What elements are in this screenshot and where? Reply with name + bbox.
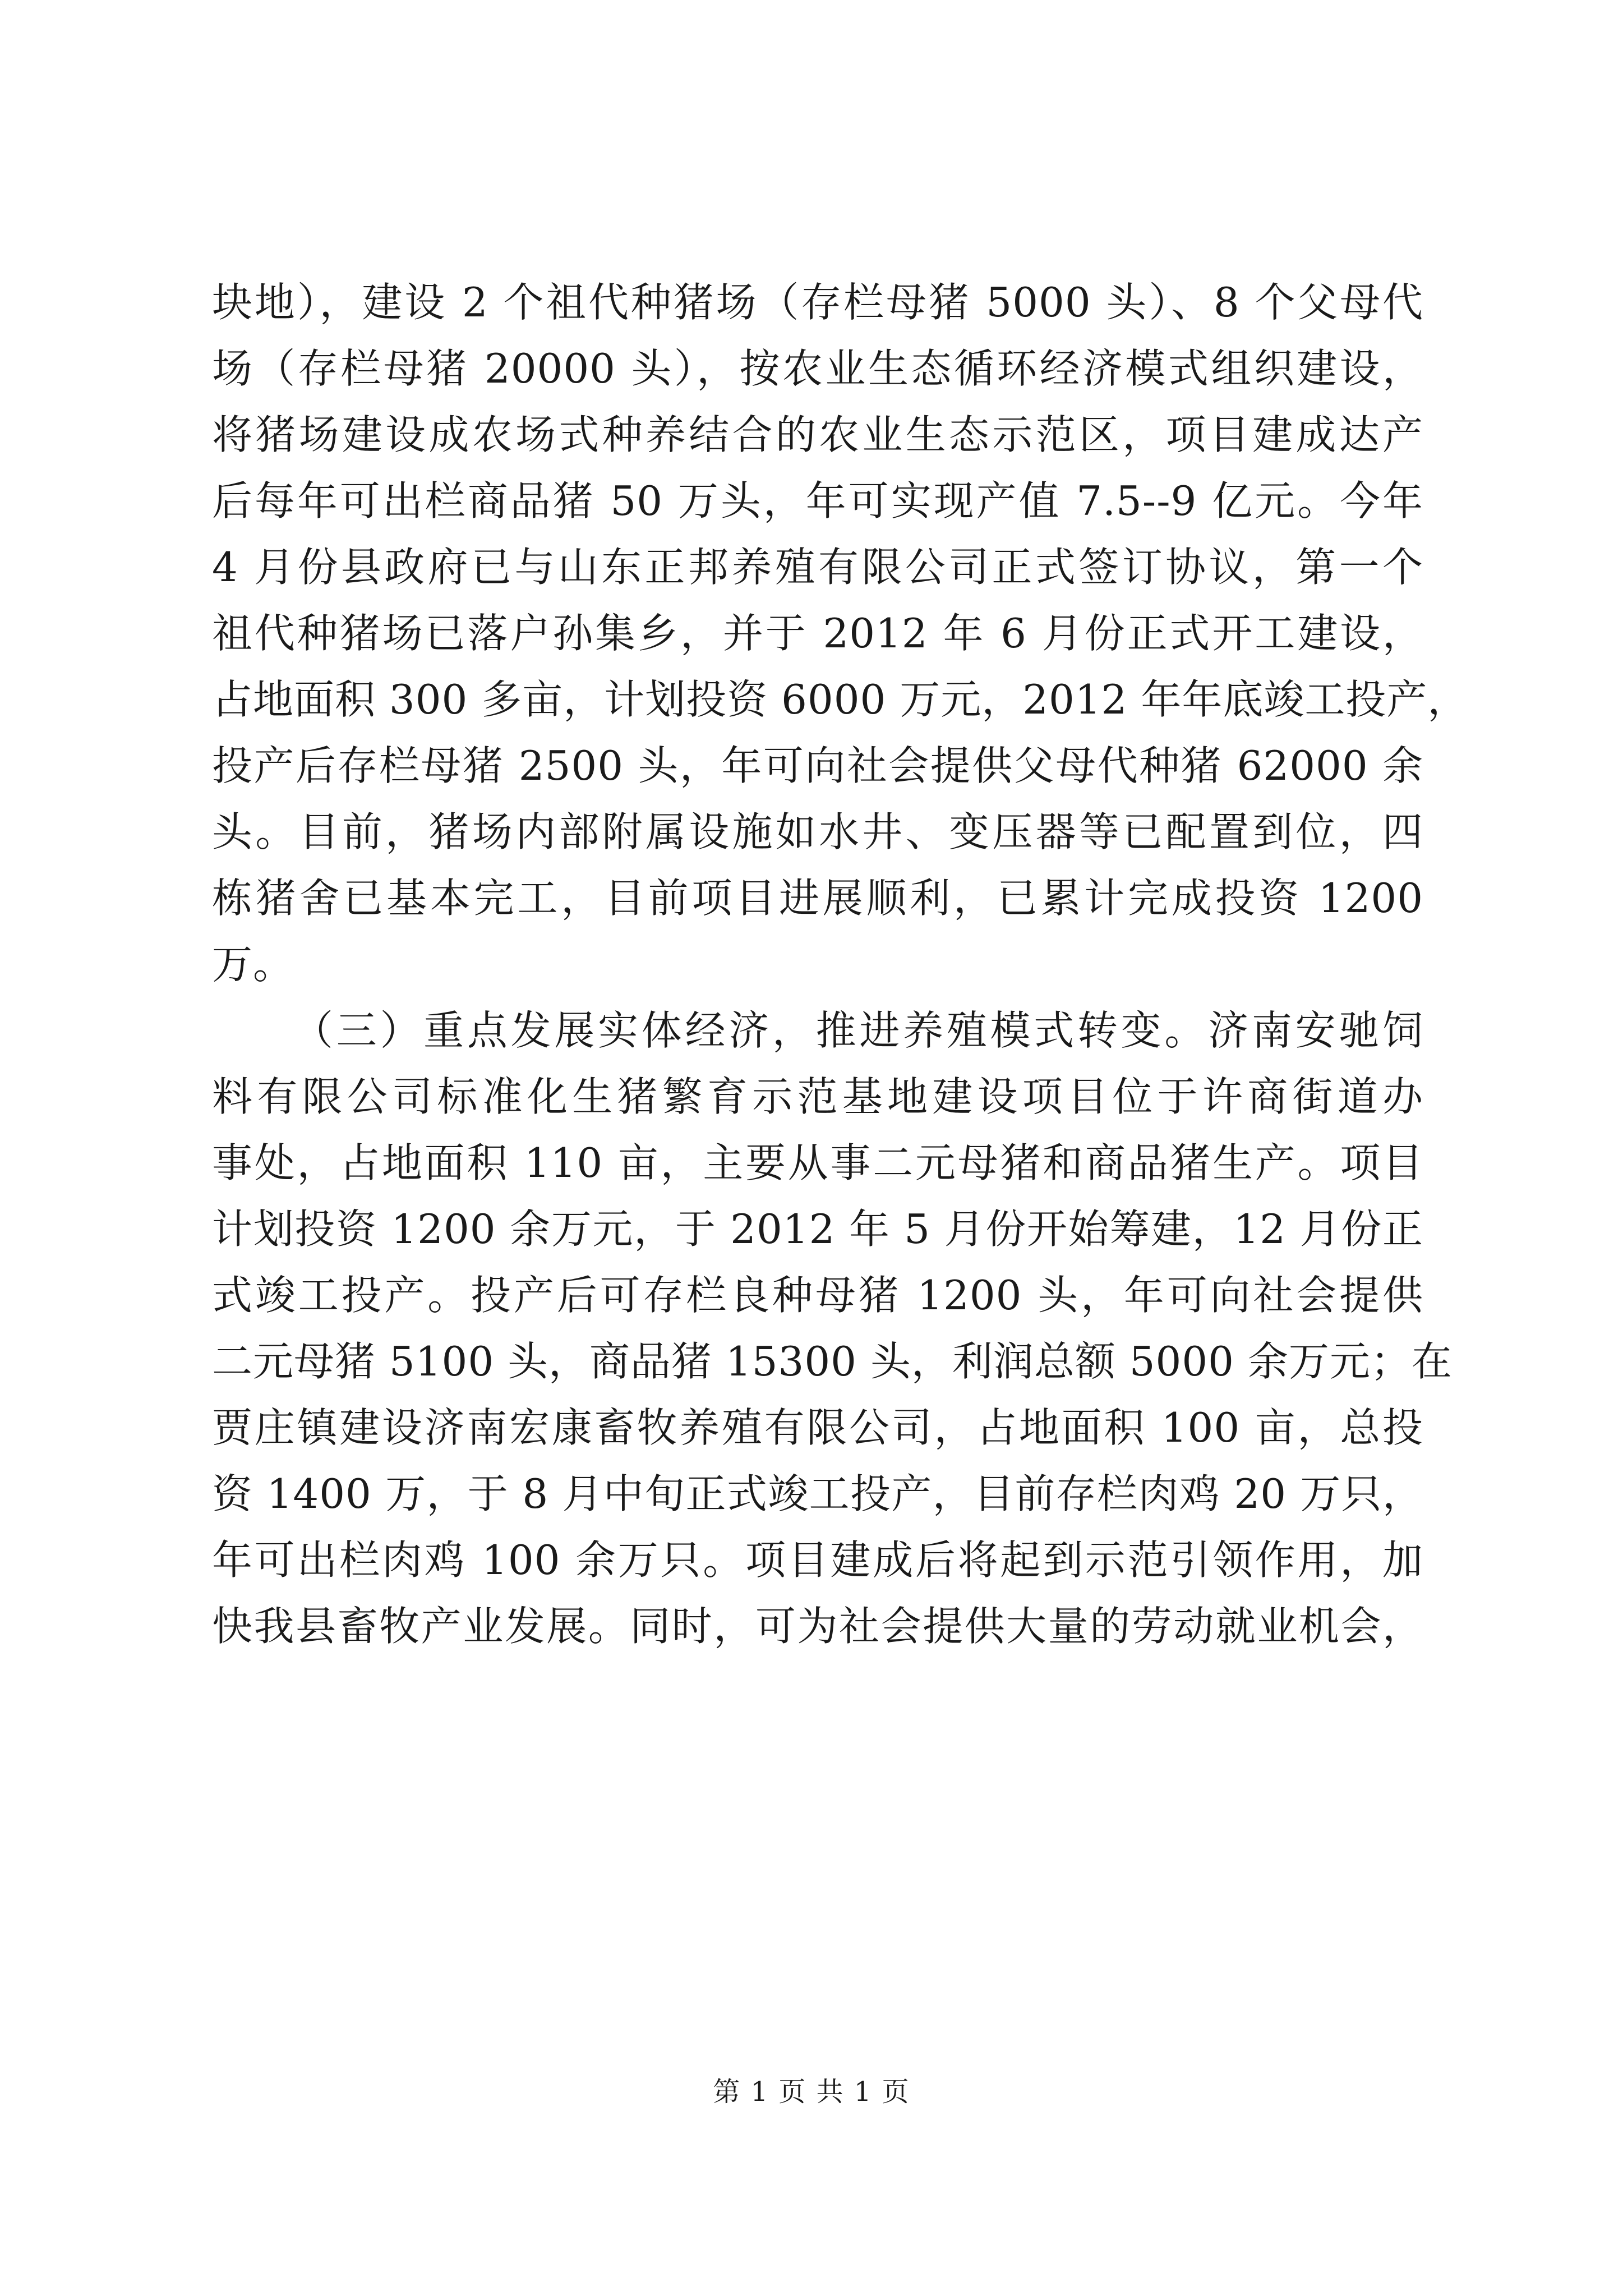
text-line: （三）重点发展实体经济，推进养殖模式转变。济南安驰饲 bbox=[293, 1007, 1423, 1054]
text-line: 料有限公司标准化生猪繁育示范基地建设项目位于许商街道办 bbox=[212, 1073, 1423, 1120]
text-line: 头。目前，猪场内部附属设施如水井、变压器等已配置到位，四 bbox=[212, 808, 1423, 855]
text-line: 祖代种猪场已落户孙集乡，并于 2012 年 6 月份正式开工建设， bbox=[212, 610, 1423, 657]
text-line: 后每年可出栏商品猪 50 万头，年可实现产值 7.5--9 亿元。今年 bbox=[212, 477, 1423, 524]
text-line: 年可出栏肉鸡 100 余万只。项目建成后将起到示范引领作用，加 bbox=[212, 1536, 1423, 1584]
page-footer: 第 1 页 共 1 页 bbox=[713, 2076, 910, 2108]
text-line: 4 月份县政府已与山东正邦养殖有限公司正式签订协议，第一个 bbox=[212, 544, 1423, 591]
text-line: 投产后存栏母猪 2500 头，年可向社会提供父母代种猪 62000 余 bbox=[212, 742, 1423, 789]
text-line: 二元母猪 5100 头，商品猪 15300 头，利润总额 5000 余万元；在 bbox=[212, 1338, 1453, 1385]
text-line: 快我县畜牧产业发展。同时，可为社会提供大量的劳动就业机会， bbox=[212, 1603, 1423, 1650]
text-line: 将猪场建设成农场式种养结合的农业生态示范区，项目建成达产 bbox=[212, 411, 1423, 458]
text-line: 场（存栏母猪 20000 头），按农业生态循环经济模式组织建设， bbox=[212, 345, 1423, 392]
text-line: 式竣工投产。投产后可存栏良种母猪 1200 头，年可向社会提供 bbox=[212, 1272, 1423, 1319]
text-line: 栋猪舍已基本完工，目前项目进展顺利，已累计完成投资 1200 bbox=[212, 875, 1423, 922]
text-line: 万。 bbox=[212, 941, 294, 988]
text-line: 计划投资 1200 余万元，于 2012 年 5 月份开始筹建，12 月份正 bbox=[212, 1205, 1423, 1253]
text-line: 事处，占地面积 110 亩，主要从事二元母猪和商品猪生产。项目 bbox=[212, 1139, 1423, 1186]
paragraph-1 bbox=[212, 269, 1469, 997]
text-line: 块地），建设 2 个祖代种猪场（存栏母猪 5000 头）、8 个父母代 bbox=[212, 279, 1423, 326]
paragraph-2 bbox=[212, 997, 1453, 1659]
text-line: 占地面积 300 多亩，计划投资 6000 万元，2012 年年底竣工投产， bbox=[212, 676, 1469, 723]
document-body bbox=[212, 269, 1469, 1659]
text-line: 贾庄镇建设济南宏康畜牧养殖有限公司，占地面积 100 亩，总投 bbox=[212, 1404, 1423, 1451]
text-line: 资 1400 万，于 8 月中旬正式竣工投产，目前存栏肉鸡 20 万只， bbox=[212, 1470, 1423, 1517]
